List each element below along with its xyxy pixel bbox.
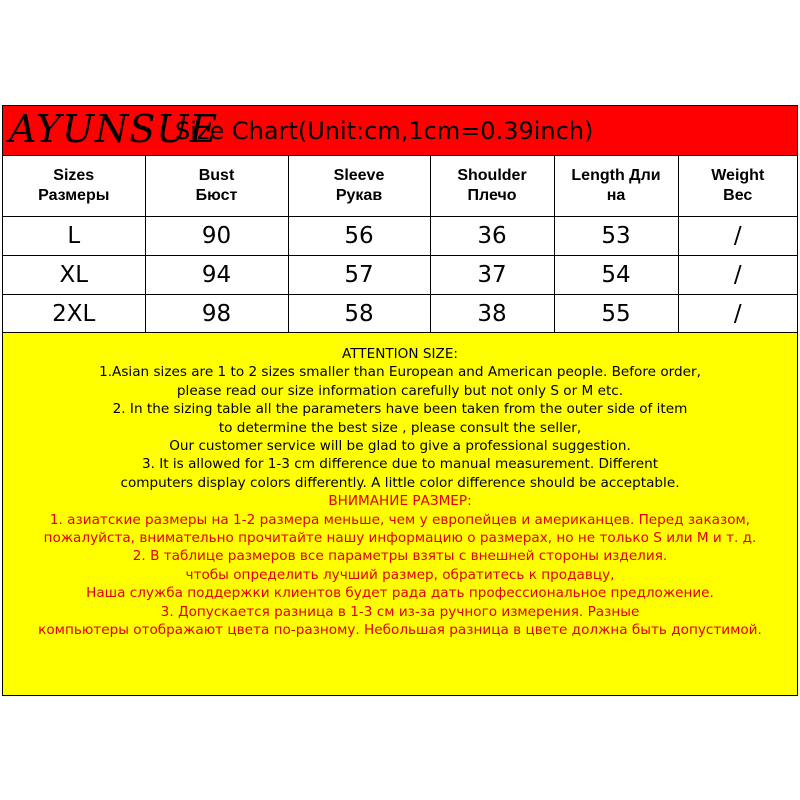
table-cell: 38 — [430, 295, 554, 334]
table-header-row — [3, 156, 797, 217]
notice-line-en: ATTENTION SIZE: — [342, 346, 458, 362]
table-row — [3, 295, 797, 334]
notice-line-en: Our customer service will be glad to give a professional suggestion. — [169, 438, 631, 455]
size-chart — [2, 105, 798, 696]
table-row — [3, 217, 797, 256]
table-row — [3, 256, 797, 295]
table-cell: L — [3, 217, 145, 256]
notice-line-ru: 2. В таблице размеров все параметры взяты с внешней стороны изделия. — [132, 548, 668, 565]
table-cell: 55 — [554, 295, 678, 334]
table-cell: / — [678, 256, 797, 295]
table-cell: 54 — [554, 256, 678, 295]
table-cell: 37 — [430, 256, 554, 295]
table-cell: 94 — [145, 256, 288, 295]
table-cell: 56 — [288, 217, 430, 256]
size-table — [3, 156, 797, 334]
notice-line-en: computers display colors differently. A little color difference should be acceptable. — [120, 474, 680, 491]
column-header: Sizes Размеры — [3, 156, 145, 217]
notice-line-en: to determine the best size , please consult the seller, — [218, 419, 582, 436]
column-header: Shoulder Плечо — [430, 156, 554, 217]
chart-title: Size Chart(Unit:cm,1cm=0.39inch) — [175, 117, 594, 145]
notice-line-ru: 1. азиатские размеры на 1-2 размера меньше, чем у европейцев и американцев. Перед заказом, — [49, 511, 751, 528]
notice-line-ru: ВНИМАНИЕ РАЗМЕР: — [328, 493, 472, 510]
table-cell: / — [678, 295, 797, 334]
table-cell: 58 — [288, 295, 430, 334]
table-cell: 36 — [430, 217, 554, 256]
column-header: Weight Вес — [678, 156, 797, 217]
table-cell: 90 — [145, 217, 288, 256]
table-cell: 57 — [288, 256, 430, 295]
notice-line-en: please read our size information carefully but not only S or M etc. — [176, 382, 624, 399]
notice-line-ru: Наша служба поддержки клиентов будет рада дать профессиональное предложение. — [86, 585, 714, 602]
attention-notice — [3, 332, 797, 695]
table-cell: 53 — [554, 217, 678, 256]
notice-line-ru: компьютеры отображают цвета по-разному. Небольшая разница в цвете должна быть допустимой. — [38, 622, 762, 639]
notice-line-en: 3. It is allowed for 1-3 cm difference due to manual measurement. Different — [141, 456, 659, 473]
notice-line-en: 2. In the sizing table all the parameters have been taken from the outer side of item — [112, 401, 688, 418]
table-cell: 2XL — [3, 295, 145, 334]
table-cell: 98 — [145, 295, 288, 334]
column-header: Bust Бюст — [145, 156, 288, 217]
notice-line-ru: 3. Допускается разница в 1-3 см из-за ручного измерения. Разные — [160, 603, 640, 620]
column-header: Sleeve Рукав — [288, 156, 430, 217]
notice-line-en: 1.Asian sizes are 1 to 2 sizes smaller than European and American people. Before order, — [99, 364, 701, 381]
column-header: Length Дли на — [554, 156, 678, 217]
brand-logo: AYUNSUE — [9, 107, 219, 151]
notice-line-ru: пожалуйста, внимательно прочитайте нашу информацию о размерах, но не только S или M и т. д. — [43, 530, 757, 547]
table-cell: / — [678, 217, 797, 256]
chart-header — [3, 106, 797, 156]
notice-line-ru: чтобы определить лучший размер, обратитесь к продавцу, — [185, 566, 615, 583]
table-cell: XL — [3, 256, 145, 295]
